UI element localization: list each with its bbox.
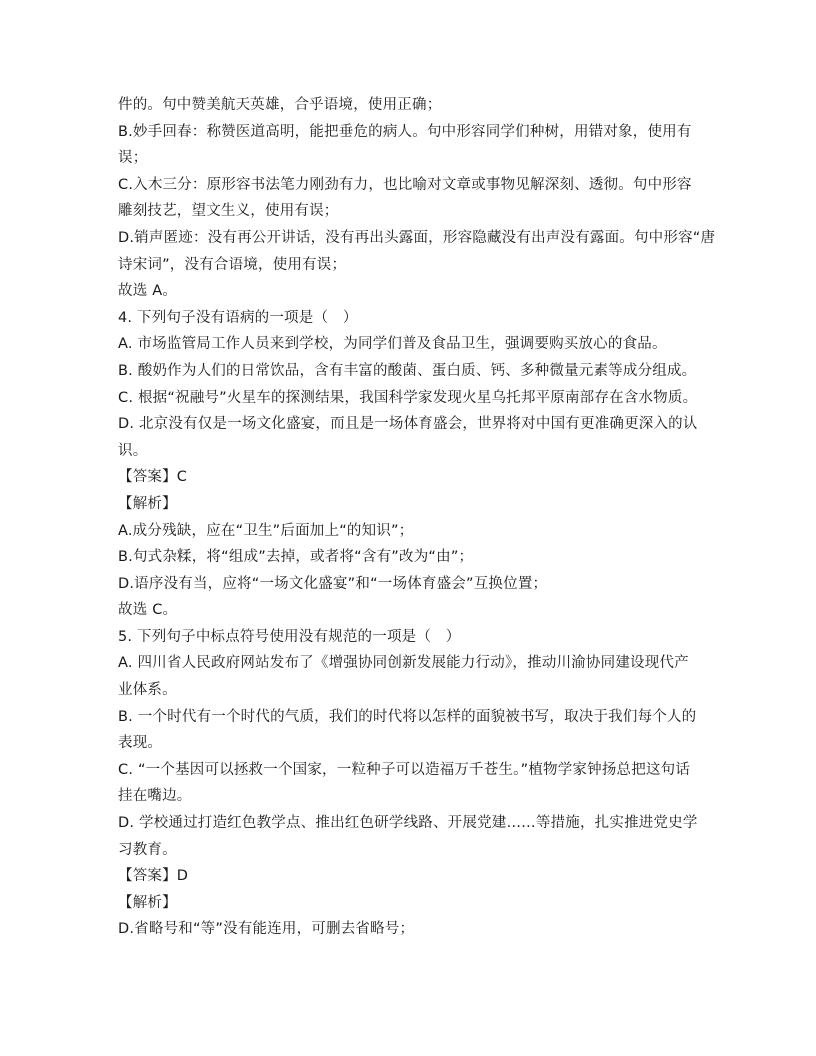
question-4-option-c: C. 根据“祝融号”火星车的探测结果，我国科学家发现火星乌托邦平原南部存在含水物质。 xyxy=(118,389,698,406)
question-4-stem: 4. 下列句子没有语病的一项是（ ） xyxy=(118,309,358,326)
question-5-option-a: A. 四川省人民政府网站发布了《增强协同创新发展能力行动》，推动川渝协同建设现代产 xyxy=(118,655,689,672)
question-4-option-d-cont: 识。 xyxy=(118,442,148,459)
question-4-option-b: B. 酸奶作为人们的日常饮品，含有丰富的酸菌、蛋白质、钙、多种微量元素等成分组成。 xyxy=(118,362,697,379)
text-line: D.销声匿迹：没有再公开讲话，没有再出头露面，形容隐藏没有出声没有露面。句中形容“唐 xyxy=(118,229,716,246)
question-4-option-d: D. 北京没有仅是一场文化盛宴，而且是一场体育盛会，世界将对中国有更准确更深入的认 xyxy=(118,416,698,433)
text-line: B.妙手回春：称赞医道高明，能把垂危的病人。句中形容同学们种树，用错对象，使用有 xyxy=(118,123,692,140)
text-line: A.成分残缺，应在“卫生”后面加上“的知识”； xyxy=(118,522,414,539)
text-line: D.语序没有当，应将“一场文化盛宴”和“一场体育盛会”互换位置； xyxy=(118,575,548,592)
question-4-analysis-heading: 【解析】 xyxy=(118,495,177,512)
question-4-answer: 【答案】C xyxy=(118,469,188,486)
question-5-option-b-cont: 表现。 xyxy=(118,735,163,752)
question-5-answer: 【答案】D xyxy=(118,868,189,885)
text-line: B.句式杂糅，将“组成”去掉，或者将“含有”改为“由”； xyxy=(118,549,474,566)
question-5-stem: 5. 下列句子中标点符号使用没有规范的一项是（ ） xyxy=(118,628,461,645)
document-body xyxy=(118,92,716,943)
text-line: 诗宋词”，没有合语境，使用有误； xyxy=(118,256,347,273)
text-line: D.省略号和“等”没有能连用，可删去省略号； xyxy=(118,921,415,938)
question-5-analysis-heading: 【解析】 xyxy=(118,894,177,911)
question-4-option-a: A. 市场监管局工作人员来到学校，为同学们普及食品卫生，强调要购买放心的食品。 xyxy=(118,336,667,353)
answer-conclusion: 故选 C。 xyxy=(118,602,178,619)
text-line: 雕刻技艺，望文生义，使用有误； xyxy=(118,203,339,220)
question-5-option-b: B. 一个时代有一个时代的气质，我们的时代将以怎样的面貌被书写，取决于我们每个人的 xyxy=(118,708,697,725)
text-line: 误； xyxy=(118,150,148,167)
question-5-option-c-cont: 挂在嘴边。 xyxy=(118,788,192,805)
answer-conclusion: 故选 A。 xyxy=(118,283,178,300)
question-5-option-c: C. “一个基因可以拯救一个国家，一粒种子可以造福万千苍生。”植物学家钟扬总把这句话 xyxy=(118,761,691,778)
text-line: 件的。句中赞美航天英雄，合乎语境，使用正确； xyxy=(118,97,442,113)
question-5-option-a-cont: 业体系。 xyxy=(118,682,177,699)
question-5-option-d: D. 学校通过打造红色教学点、推出红色研学线路、开展党建……等措施，扎实推进党史学 xyxy=(118,815,698,832)
question-5-option-d-cont: 习教育。 xyxy=(118,841,177,858)
text-line: C.入木三分：原形容书法笔力刚劲有力，也比喻对文章或事物见解深刻、透彻。句中形容 xyxy=(118,176,692,193)
